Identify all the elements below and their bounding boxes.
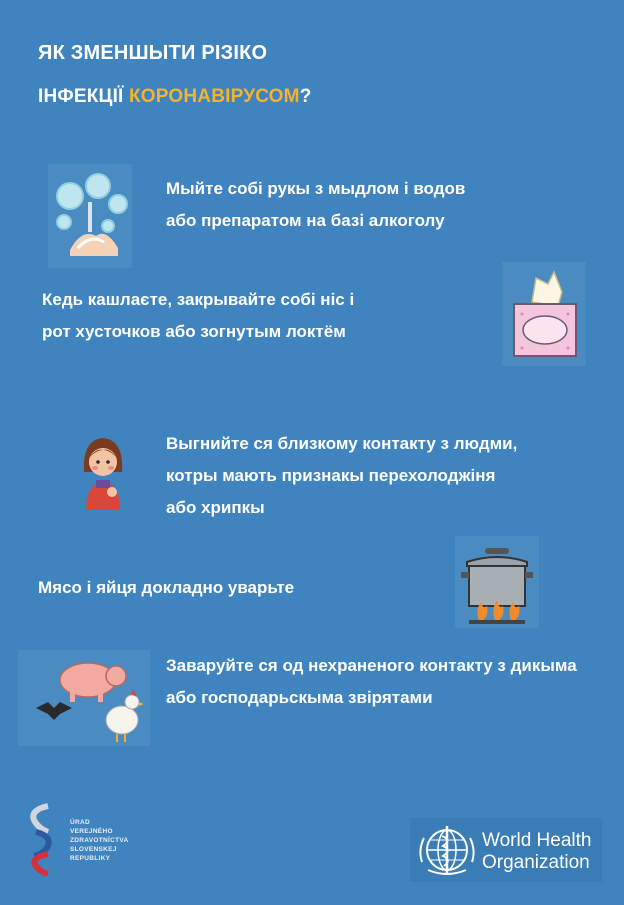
tip-line: Мыйте собі рукы з мыдлом і водов — [166, 179, 466, 198]
subtitle-suffix: ? — [299, 86, 312, 107]
tip-line: котры мають признакы перехолоджіня — [166, 466, 496, 485]
udv-line: ÚRAD — [70, 819, 90, 826]
page-title: ЯК ЗМЕНШЫТИ РІЗІКО — [38, 42, 268, 64]
who-emblem-icon — [416, 822, 478, 878]
cooking-pot-icon — [455, 536, 539, 628]
tip-line: або препаратом на базі алкоголу — [166, 211, 445, 230]
udv-line: ZDRAVOTNÍCTVA — [70, 837, 129, 844]
udv-line: REPUBLIKY — [70, 855, 111, 862]
tip-animal-contact — [166, 650, 577, 714]
tip-avoid-contact — [166, 428, 517, 524]
tip-line: або господарьскыма звірятами — [166, 688, 433, 707]
tip-cook-food — [38, 572, 294, 604]
tip-cough-cover — [42, 284, 354, 348]
tip-handwashing — [166, 173, 465, 237]
sick-person-icon — [78, 432, 128, 512]
tip-line: або хрипкы — [166, 498, 265, 517]
udv-line: SLOVENSKEJ — [70, 846, 117, 853]
who-line: Organization — [482, 852, 590, 873]
udv-logo-icon — [22, 802, 62, 881]
udv-logo-text — [70, 818, 129, 863]
animals-icon — [18, 650, 150, 746]
who-logo-text — [482, 830, 591, 874]
who-line: World Health — [482, 830, 592, 851]
tip-line: Кедь кашлаєте, закрывайте собі ніс і — [42, 290, 355, 309]
tip-line: Выгнийте ся близкому контакту з людми, — [166, 434, 518, 453]
subtitle-accent: КОРОНАВІРУСОМ — [128, 86, 300, 107]
tip-line: Заваруйте ся од нехраненого контакту з дикыма — [166, 656, 577, 675]
udv-line: VEREJNÉHO — [70, 828, 113, 835]
subtitle-prefix: ІНФЕКЦІЇ — [38, 86, 129, 107]
handwashing-icon — [48, 164, 132, 268]
tip-line: рот хусточков або зогнутым локтём — [42, 322, 346, 341]
page-subtitle — [38, 86, 312, 108]
tissue-box-icon — [502, 262, 586, 366]
tip-line: Мясо і яйця докладно уварьте — [38, 578, 295, 597]
